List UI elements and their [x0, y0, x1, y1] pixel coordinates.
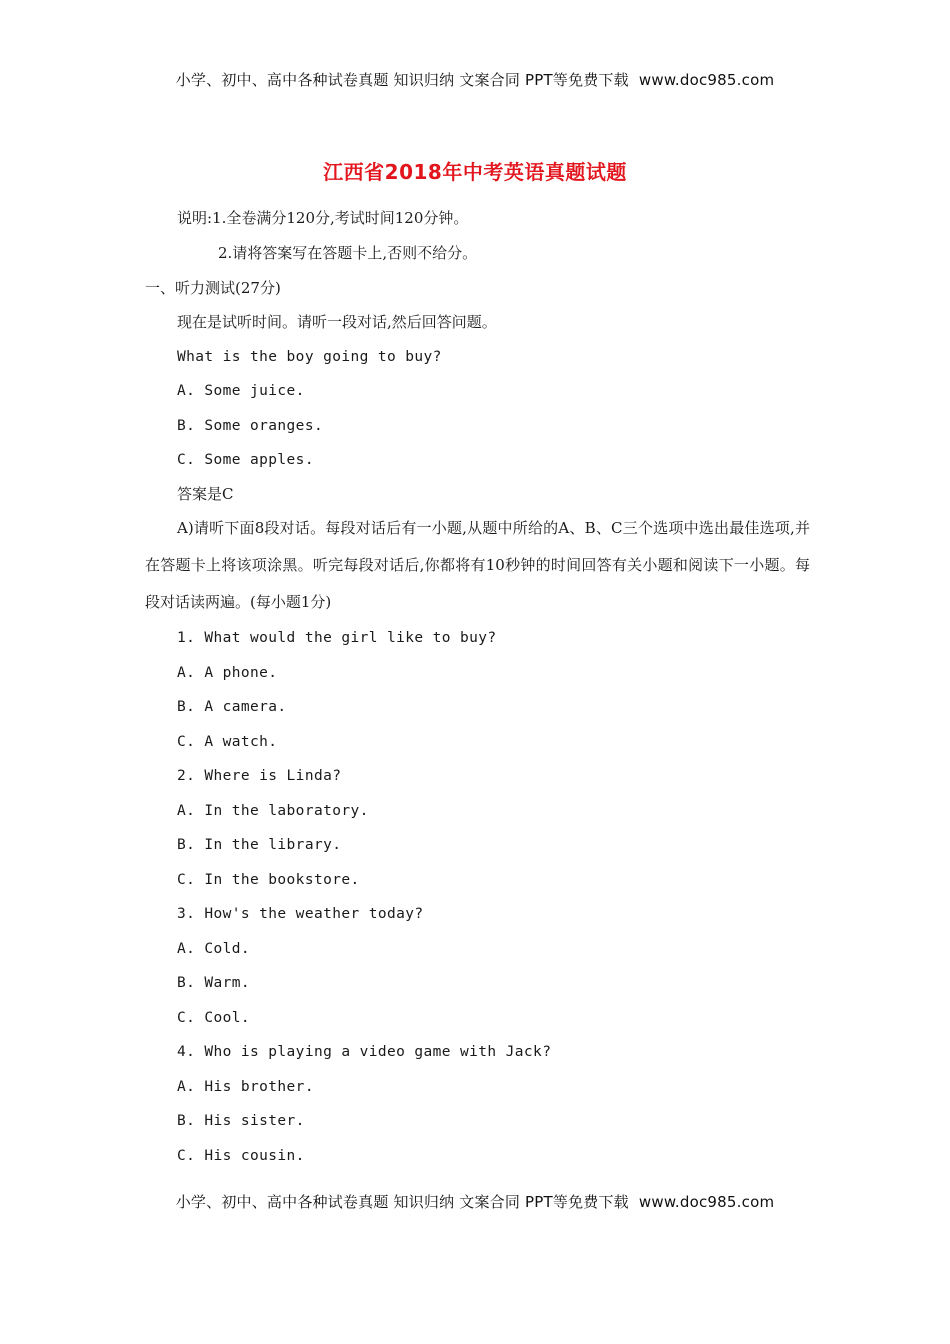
question-2-option-a: A. In the laboratory. [177, 803, 369, 819]
question-1-option-c: C. A watch. [177, 734, 278, 750]
question-3: 3. How's the weather today? [177, 906, 424, 922]
question-3-option-a: A. Cold. [177, 941, 251, 957]
footer-banner [0, 1191, 950, 1212]
header-text: 小学、初中、高中各种试卷真题 知识归纳 文案合同 PPT等免费下载 [175, 71, 629, 89]
question-1-option-a: A. A phone. [177, 665, 278, 681]
instructions-note-1: 说明:1.全卷满分120分,考试时间120分钟。 [177, 209, 469, 227]
question-3-option-b: B. Warm. [177, 975, 251, 991]
question-3-option-c: C. Cool. [177, 1010, 251, 1026]
question-4-option-c: C. His cousin. [177, 1148, 305, 1164]
header-site-link[interactable]: www.doc985.com [638, 71, 775, 89]
question-1-option-b: B. A camera. [177, 699, 287, 715]
question-4-option-a: A. His brother. [177, 1079, 314, 1095]
footer-site-link[interactable]: www.doc985.com [638, 1193, 775, 1211]
question-1: 1. What would the girl like to buy? [177, 630, 497, 646]
sample-intro: 现在是试听时间。请听一段对话,然后回答问题。 [177, 313, 497, 331]
instructions-note-2: 2.请将答案写在答题卡上,否则不给分。 [218, 244, 478, 262]
header-banner [0, 69, 950, 90]
question-4: 4. Who is playing a video game with Jack? [177, 1044, 552, 1060]
sample-option-b: B. Some oranges. [177, 418, 324, 434]
sample-question: What is the boy going to buy? [177, 349, 442, 365]
sample-option-c: C. Some apples. [177, 452, 314, 468]
question-2-option-b: B. In the library. [177, 837, 342, 853]
question-2-option-c: C. In the bookstore. [177, 872, 360, 888]
part-a-instructions: A)请听下面8段对话。每段对话后有一小题,从题中所给的A、B、C三个选项中选出最佳选项,并在答题卡上将该项涂黑。听完每段对话后,你都将有10秒钟的时间回答有关小题和阅读下一小题。每段对话读两遍。(每小题1分) [145, 519, 810, 611]
document-title: 江西省2018年中考英语真题试题 [323, 160, 627, 184]
sample-answer: 答案是C [177, 485, 234, 503]
question-2: 2. Where is Linda? [177, 768, 342, 784]
question-4-option-b: B. His sister. [177, 1113, 305, 1129]
section-heading: 一、听力测试(27分) [145, 279, 281, 297]
sample-option-a: A. Some juice. [177, 383, 305, 399]
footer-text: 小学、初中、高中各种试卷真题 知识归纳 文案合同 PPT等免费下载 [175, 1193, 629, 1211]
